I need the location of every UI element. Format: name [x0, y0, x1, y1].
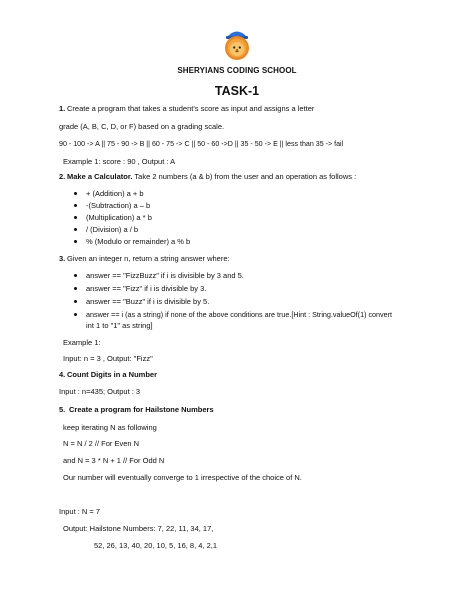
q5-line3: and N = 3 * N + 1 // For Odd N: [63, 456, 165, 465]
q2-item: + (Addition) a + b: [86, 189, 144, 198]
q1-example: Example 1: score : 90 , Output : A: [63, 157, 176, 166]
bullet-dot: [74, 300, 77, 303]
q1-line2: grade (A, B, C, D, or F) based on a grading scale.: [59, 122, 225, 131]
q3-item: answer == "FizzBuzz" if i is divisible by 3 and 5.: [86, 271, 244, 280]
q5-heading: Create a program for Hailstone Numbers: [69, 405, 214, 414]
bullet-dot: [74, 228, 77, 231]
page-title: TASK-1: [214, 84, 260, 98]
q5-output-continuation: 52, 26, 13, 40, 20, 10, 5, 16, 8, 4, 2,1: [94, 541, 218, 550]
q3-item: answer == i (as a string) if none of the above conditions are true.[Hint : String.valueOf(1) convert: [86, 310, 393, 319]
q5-line1: keep iterating N as following: [63, 423, 157, 432]
q5-line4: Our number will eventually converge to 1 irrespective of the choice of N.: [63, 473, 302, 482]
q2-line: [67, 172, 356, 181]
school-name: SHERYIANS CODING SCHOOL: [177, 66, 297, 75]
q4-number: 4.: [59, 370, 66, 379]
q5-number: 5.: [59, 405, 66, 414]
bullet-dot: [74, 240, 77, 243]
lion-logo-icon: [221, 26, 253, 62]
q2-item: (Multiplication) a * b: [86, 213, 152, 222]
q3-item-continuation: int 1 to "1" as string]: [86, 321, 153, 330]
q2-number: 2.: [59, 172, 66, 181]
bullet-dot: [74, 204, 77, 207]
q3-heading: Given an integer n, return a string answer where:: [67, 254, 230, 263]
q4-heading: Count Digits in a Number: [67, 370, 157, 379]
q5-line2: N = N / 2 // For Even N: [63, 439, 140, 448]
q2-item: / (Division) a / b: [86, 225, 139, 234]
bullet-dot: [74, 287, 77, 290]
q2-item: % (Modulo or remainder) a % b: [86, 237, 191, 246]
q4-example: Input : n=435; Output : 3: [59, 387, 141, 396]
q1-grade-scale: 90 - 100 -> A || 75 - 90 -> B || 60 - 75 -> C || 50 - 60 ->D || 35 - 50 -> E || less than 35 -> fail: [59, 140, 344, 148]
q3-example-label: Example 1:: [63, 338, 101, 347]
q5-output: Output: Hailstone Numbers: 7, 22, 11, 34, 17,: [63, 524, 214, 533]
q3-example: Input: n = 3 , Output: "Fizz": [63, 354, 153, 363]
q1-line1: Create a program that takes a student's score as input and assigns a letter: [67, 104, 315, 113]
q3-item: answer == "Buzz" if i is divisible by 5.: [86, 297, 210, 306]
q5-input: Input : N = 7: [59, 507, 101, 516]
q2-description: Take 2 numbers (a & b) from the user and an operation as follows :: [132, 172, 357, 181]
bullet-dot: [74, 313, 77, 316]
q2-heading: Make a Calculator.: [67, 172, 133, 181]
q3-item: answer == "Fizz" if i is divisible by 3.: [86, 284, 207, 293]
bullet-dot: [74, 274, 77, 277]
q3-number: 3.: [59, 254, 66, 263]
q1-number: 1.: [59, 104, 66, 113]
bullet-dot: [74, 192, 77, 195]
q2-item: -(Subtraction) a – b: [86, 201, 151, 210]
bullet-dot: [74, 216, 77, 219]
